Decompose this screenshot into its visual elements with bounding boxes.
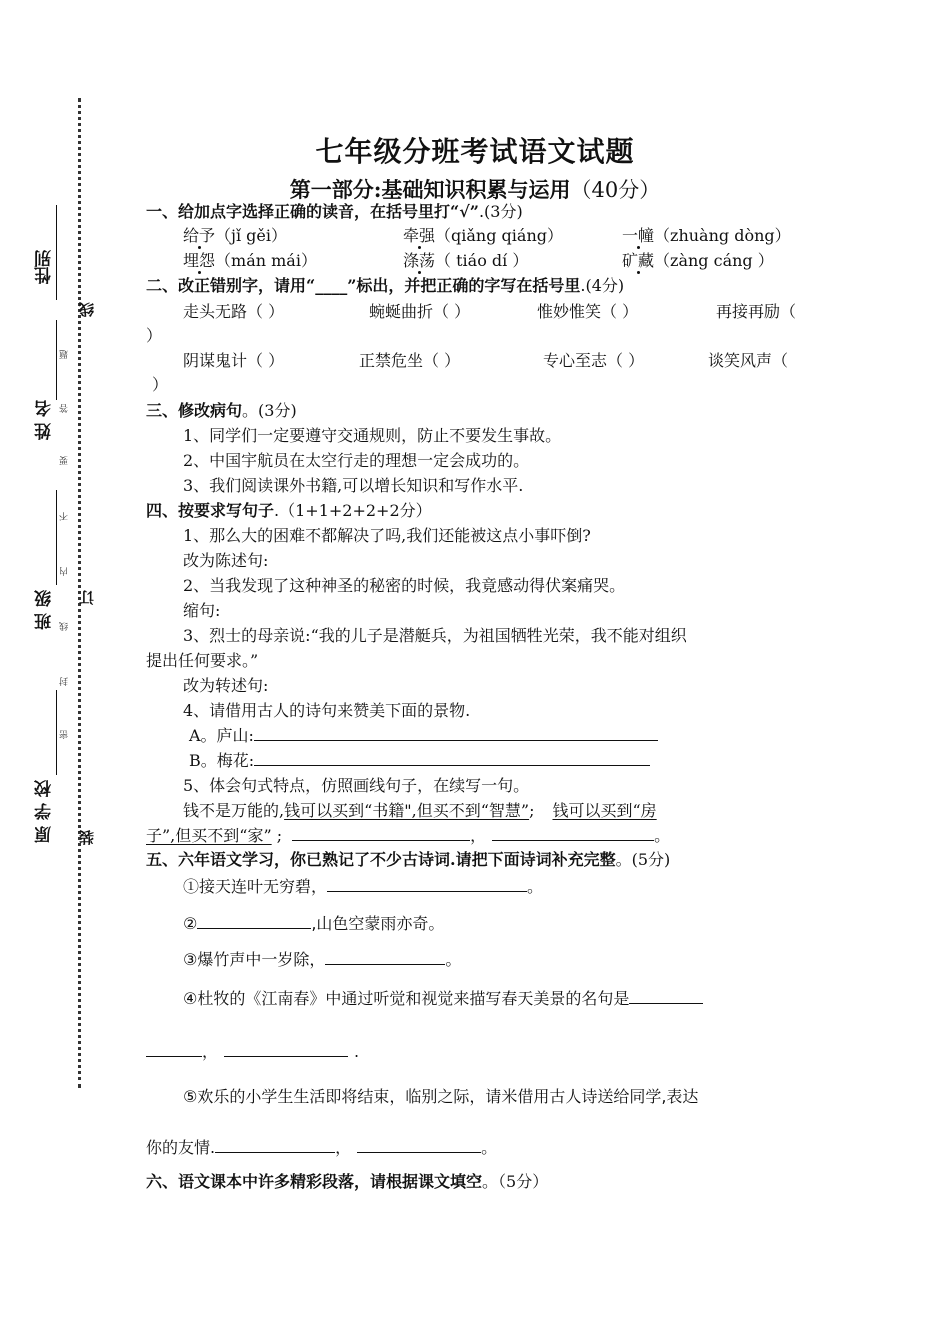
s5-poem-text: ③爆竹声中一岁除， bbox=[183, 950, 326, 969]
s1-word: 牵强 bbox=[403, 226, 436, 245]
part1-score: （40分） bbox=[570, 178, 661, 202]
notice-char: 密 bbox=[60, 730, 70, 739]
s1-options: （mán mái） bbox=[215, 251, 317, 270]
s2-wrap: ） bbox=[146, 326, 163, 345]
s4-label-a: A。庐山: bbox=[189, 726, 254, 745]
s4-question: 3、烈士的母亲说:“我的儿子是潜艇兵，为祖国牺牲光荣，我不能对组织 bbox=[183, 626, 687, 645]
section6-points: 。（5分） bbox=[482, 1172, 549, 1191]
s5-period: . bbox=[354, 1042, 360, 1061]
s4-answer-row bbox=[189, 749, 650, 773]
answer-blank[interactable] bbox=[224, 1042, 348, 1057]
s1-item bbox=[622, 249, 774, 273]
bind-mark-line: 线 bbox=[78, 302, 96, 317]
s1-options: （jǐ gěi） bbox=[215, 226, 288, 245]
section5-title: 五、六年语文学习，你已熟记了不少古诗词.请把下面诗词补充完整 bbox=[146, 850, 616, 869]
section6-heading bbox=[146, 1170, 548, 1194]
s1-item bbox=[183, 249, 317, 273]
s1-options: （zhuàng dòng） bbox=[654, 226, 791, 245]
answer-blank[interactable] bbox=[254, 751, 650, 766]
s5-poem-line bbox=[183, 912, 444, 936]
answer-blank[interactable] bbox=[325, 950, 445, 965]
s1-word: 给予 bbox=[183, 226, 216, 245]
s4-task: 缩句: bbox=[183, 601, 221, 620]
class-write-line bbox=[56, 490, 57, 585]
s4-example-separator: ; bbox=[529, 801, 535, 820]
s4-example-line bbox=[183, 799, 657, 823]
s4-question: 2、当我发现了这种神圣的秘密的时候，我竟感动得伏案痛哭。 bbox=[183, 576, 626, 595]
s4-example-line bbox=[146, 824, 670, 848]
s4-example-separator: ; bbox=[271, 826, 283, 845]
s2-item: 谈笑风声（ bbox=[708, 351, 789, 370]
answer-blank[interactable] bbox=[327, 877, 527, 892]
notice-char: 线 bbox=[60, 622, 70, 631]
s4-question: 4、请借用古人的诗句来赞美下面的景物. bbox=[183, 701, 471, 720]
answer-blank[interactable] bbox=[215, 1138, 335, 1153]
s5-poem-line bbox=[146, 1040, 359, 1064]
section5-points: 。(5分) bbox=[615, 850, 671, 869]
s2-item: 蜿蜒曲折（ ） bbox=[369, 302, 471, 321]
s1-item bbox=[622, 224, 791, 248]
answer-blank[interactable] bbox=[492, 826, 654, 841]
s1-options: （zàng cáng ） bbox=[654, 251, 774, 270]
s4-question-cont: 提出任何要求。” bbox=[146, 651, 259, 670]
s3-sentence: 1、同学们一定要遵守交通规则，防止不要发生事故。 bbox=[183, 426, 562, 445]
bind-mark-order: 订 bbox=[78, 590, 96, 605]
s1-options: （qiǎng qiáng） bbox=[435, 226, 563, 245]
section4-title: 四、按要求写句子 bbox=[146, 501, 275, 520]
answer-blank[interactable] bbox=[146, 1042, 202, 1057]
s1-item bbox=[403, 224, 563, 248]
s5-comma: ， bbox=[202, 1042, 219, 1061]
s4-example-underlined: 子”,但买不到“家” bbox=[146, 826, 272, 845]
s4-task: 改为陈述句: bbox=[183, 551, 269, 570]
s4-question: 5、体会句式特点，仿照画线句子，在续写一句。 bbox=[183, 776, 530, 795]
s5-poem-line bbox=[183, 987, 703, 1011]
section3-points: 。(3分) bbox=[242, 401, 297, 420]
notice-char: 题 bbox=[60, 350, 70, 359]
s4-label-b: B。梅花: bbox=[189, 751, 255, 770]
s5-comma: ， bbox=[335, 1138, 352, 1157]
answer-blank[interactable] bbox=[197, 914, 311, 929]
exam-title: 七年级分班考试语文试题 bbox=[315, 135, 635, 168]
s4-example-lead: 钱不是万能的, bbox=[183, 801, 285, 820]
section5-heading bbox=[146, 848, 670, 872]
s2-wrap: ） bbox=[152, 375, 169, 394]
s4-answer-row bbox=[189, 724, 658, 748]
answer-blank[interactable] bbox=[254, 726, 658, 741]
s5-poem-end: 。 bbox=[527, 877, 544, 896]
s5-poem-line bbox=[183, 948, 461, 972]
s5-poem-line bbox=[183, 875, 543, 899]
s1-word: 矿藏 bbox=[622, 251, 655, 270]
s5-poem-text: 你的友情. bbox=[146, 1138, 216, 1157]
s5-poem-text: ①接天连叶无穷碧， bbox=[183, 877, 328, 896]
s1-word: 埋怨 bbox=[183, 251, 216, 270]
s4-example-underlined: 钱可以买到“书籍",但买不到“智慧” bbox=[284, 801, 530, 820]
s1-word: 一幢 bbox=[622, 226, 655, 245]
section3-heading bbox=[146, 399, 297, 423]
notice-char: 要 bbox=[60, 456, 70, 465]
s4-example-underlined: 钱可以买到“房 bbox=[552, 801, 657, 820]
s5-poem-number: ② bbox=[183, 914, 198, 933]
s2-item: 惟妙惟笑（ ） bbox=[537, 302, 639, 321]
bind-mark-install: 装 bbox=[78, 830, 96, 845]
section2-title: 二、改正错别字，请用“____”标出，并把正确的字写在括号里 bbox=[146, 276, 581, 295]
s4-comma: ， bbox=[470, 826, 487, 845]
section1-heading bbox=[146, 200, 523, 224]
s5-poem-end: 。 bbox=[445, 950, 462, 969]
s2-item: 走头无路（ ） bbox=[183, 302, 285, 321]
section2-heading bbox=[146, 274, 624, 298]
name-label: 姓 名 bbox=[35, 400, 55, 440]
notice-char: 答 bbox=[60, 404, 70, 413]
notice-char: 不 bbox=[60, 512, 70, 521]
school-label: 原 学 校 bbox=[35, 780, 55, 843]
s5-poem-line: ⑤欢乐的小学生生活即将结束，临别之际，请米借用古人诗送给同学,表达 bbox=[183, 1087, 699, 1106]
s5-poem-text: ④杜牧的《江南春》中通过听觉和视觉来描写春天美景的名句是 bbox=[183, 989, 630, 1008]
s2-item: 正禁危坐（ ） bbox=[359, 351, 461, 370]
name-write-line bbox=[56, 320, 57, 400]
section6-title: 六、语文课本中许多精彩段落，请根据课文填空 bbox=[146, 1172, 483, 1191]
s5-period: 。 bbox=[481, 1138, 498, 1157]
s5-poem-text: ,山色空蒙雨亦奇。 bbox=[311, 914, 445, 933]
s2-item: 阴谋鬼计（ ） bbox=[183, 351, 285, 370]
s5-poem-line bbox=[146, 1136, 497, 1160]
answer-blank[interactable] bbox=[629, 989, 703, 1004]
s1-item bbox=[403, 249, 528, 273]
s4-period: 。 bbox=[654, 826, 671, 845]
answer-blank[interactable] bbox=[292, 826, 470, 841]
s4-task: 改为转述句: bbox=[183, 676, 269, 695]
section1-points: .(3分) bbox=[478, 202, 523, 221]
section4-heading bbox=[146, 499, 432, 523]
part1-title: 第一部分:基础知识积累与运用 bbox=[289, 177, 571, 202]
school-write-line bbox=[56, 690, 57, 775]
s2-item: 再接再励（ bbox=[716, 302, 797, 321]
section2-points: .(4分) bbox=[580, 276, 625, 295]
answer-blank[interactable] bbox=[357, 1138, 481, 1153]
s4-question: 1、那么大的困难不都解决了吗,我们还能被这点小事吓倒? bbox=[183, 526, 591, 545]
notice-char: 内 bbox=[60, 567, 70, 576]
class-label: 班 级 bbox=[35, 590, 55, 630]
section3-title: 三、修改病句 bbox=[146, 401, 243, 420]
s2-item: 专心至志（ ） bbox=[543, 351, 645, 370]
s3-sentence: 3、我们阅读课外书籍,可以增长知识和写作水平. bbox=[183, 476, 524, 495]
section1-title: 一、给加点字选择正确的读音，在括号里打“√” bbox=[146, 202, 479, 221]
section4-points: .（1+1+2+2+2分） bbox=[274, 501, 432, 520]
s1-item bbox=[183, 224, 287, 248]
s3-sentence: 2、中国宇航员在太空行走的理想一定会成功的。 bbox=[183, 451, 530, 470]
gender-write-line bbox=[56, 205, 57, 300]
notice-char: 封 bbox=[60, 677, 70, 686]
s1-options: （ tiáo dí ） bbox=[435, 251, 529, 270]
gender-label: 性别 bbox=[35, 250, 55, 284]
s1-word: 涤荡 bbox=[403, 251, 436, 270]
